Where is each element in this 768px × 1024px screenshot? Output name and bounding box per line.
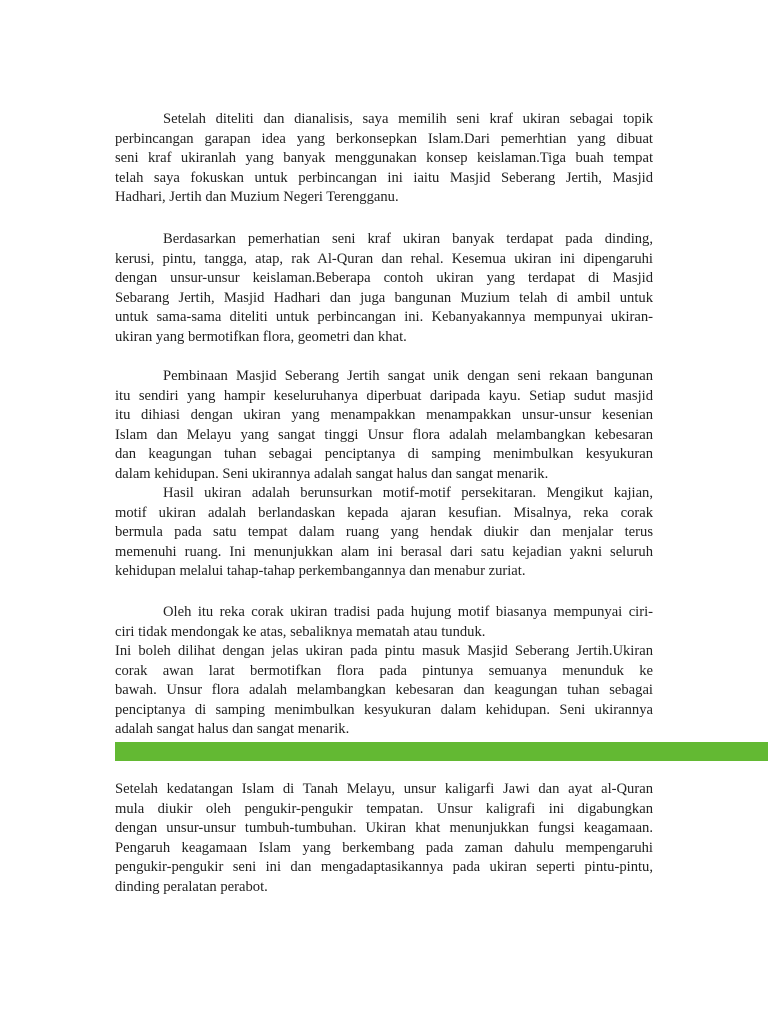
- text-line: pengukir-pengukir seni ini dan mengadaptasikannya pada ukiran seperti pintu-pintu,: [115, 859, 653, 875]
- text-line: penciptanya di samping menimbulkan kesyukuran dalam kehidupan. Seni ukirannya: [115, 701, 653, 718]
- text-line: dalam kehidupan. Seni ukirannya adalah sangat halus dan sangat menarik.: [115, 465, 549, 482]
- text-line: perbincangan garapan idea yang berkonsepkan Islam.Dari pemerhtian yang dibuat: [115, 130, 653, 147]
- text-line: Oleh itu reka corak ukiran tradisi pada hujung motif biasanya mempunyai ciri-: [163, 604, 653, 620]
- paragraph-motif-tips: [115, 603, 653, 642]
- text-line: seni kraf ukiranlah yang banyak menggunakan konsep keislaman.Tiga buah tempat: [115, 150, 653, 166]
- paragraph-intro: [115, 110, 653, 208]
- text-line: corak awan larat bermotifkan flora pada pintunya semuanya menunduk ke: [115, 662, 653, 679]
- text-line: Setelah diteliti dan dianalisis, saya memilih seni kraf ukiran sebagai topik: [163, 111, 653, 127]
- text-line: Pembinaan Masjid Seberang Jertih sangat unik dengan seni rekaan bangunan: [163, 368, 653, 384]
- text-line: dan keagungan tuhan sebagai penciptanya di samping menimbulkan kesyukuran: [115, 446, 653, 462]
- text-line: memenuhi ruang. Ini menunjukkan alam ini berasal dari satu kejadian yakni seluruh: [115, 543, 653, 560]
- text-line: mula diukir oleh pengukir-pengukir tempatan. Unsur kaligrafi ini digabungkan: [115, 800, 653, 817]
- section-divider: [115, 742, 768, 761]
- paragraph-door-carving: [115, 642, 653, 740]
- text-line: itu dihiasi dengan ukiran yang menampakkan menampakkan unsur-unsur kesenian: [115, 407, 653, 423]
- text-line: Berdasarkan pemerhatian seni kraf ukiran banyak terdapat pada dinding,: [163, 231, 653, 247]
- paragraph-calligraphy: [115, 780, 653, 897]
- text-line: itu sendiri yang hampir keseluruhanya diperbuat daripada kayu. Setiap sudut masjid: [115, 387, 653, 404]
- paragraph-masjid-construction: [115, 367, 653, 484]
- text-line: bawah. Unsur flora adalah melambangkan kebesaran dan keagungan tuhan sebagai: [115, 682, 653, 698]
- paragraph-carving-motifs: [115, 484, 653, 582]
- text-line: Ini boleh dilihat dengan jelas ukiran pada pintu masuk Masjid Seberang Jertih.Ukiran: [115, 643, 653, 659]
- text-line: Islam dan Melayu yang sangat tinggi Unsur flora adalah melambangkan kebesaran: [115, 426, 653, 443]
- text-line: Hasil ukiran adalah berunsurkan motif-motif persekitaran. Mengikut kajian,: [163, 485, 653, 501]
- text-line: Setelah kedatangan Islam di Tanah Melayu, unsur kaligarfi Jawi dan ayat al-Quran: [115, 781, 653, 797]
- text-line: motif ukiran adalah berlandaskan kepada ajaran kesufian. Misalnya, reka corak: [115, 504, 653, 521]
- text-line: Pengaruh keagamaan Islam yang berkembang pada zaman dahulu mempengaruhi: [115, 839, 653, 856]
- text-line: ciri tidak mendongak ke atas, sebaliknya mematah atau tunduk.: [115, 623, 486, 640]
- text-line: bermula pada satu tempat dalam ruang yang hendak diukir dan menjalar terus: [115, 524, 653, 540]
- paragraph-observation: [115, 230, 653, 347]
- text-line: untuk sama-sama diteliti untuk perbincangan ini. Kebanyakannya mempunyai ukiran-: [115, 309, 653, 325]
- text-line: adalah sangat halus dan sangat menarik.: [115, 721, 350, 737]
- text-line: kerusi, pintu, tangga, atap, rak Al-Quran dan rehal. Kesemua ukiran ini dipengaruhi: [115, 250, 653, 267]
- text-line: telah saya fokuskan untuk perbincangan ini iaitu Masjid Seberang Jertih, Masjid: [115, 169, 653, 186]
- text-line: dengan unsur-unsur tumbuh-tumbuhan. Ukiran khat menunjukkan fungsi keagamaan.: [115, 820, 653, 836]
- text-line: kehidupan melalui tahap-tahap perkembangannya dan menabur zuriat.: [115, 563, 526, 579]
- text-line: ukiran yang bermotifkan flora, geometri dan khat.: [115, 328, 407, 345]
- text-line: Hadhari, Jertih dan Muzium Negeri Terengganu.: [115, 189, 399, 205]
- text-line: dengan unsur-unsur keislaman.Beberapa contoh ukiran yang terdapat di Masjid: [115, 270, 653, 286]
- text-line: dinding peralatan perabot.: [115, 878, 268, 895]
- text-line: Sebarang Jertih, Masjid Hadhari dan juga bangunan Muzium telah di ambil untuk: [115, 289, 653, 306]
